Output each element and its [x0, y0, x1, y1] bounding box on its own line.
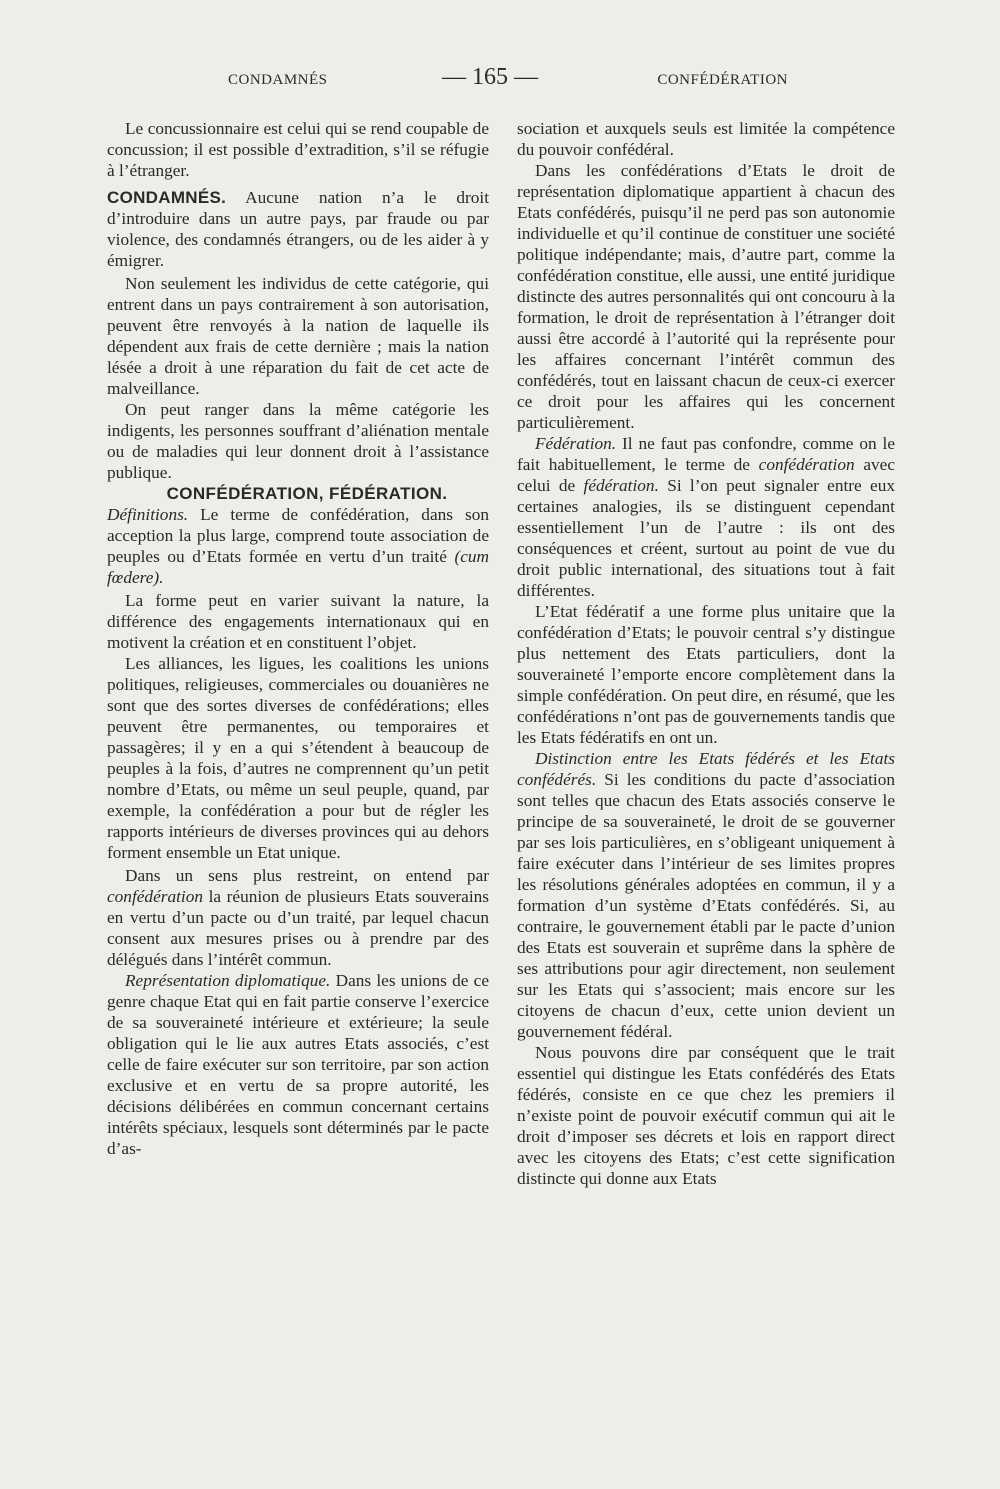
paragraph-text: Dans un sens plus restreint, on entend par — [125, 866, 489, 885]
paragraph: Les alliances, les ligues, les coalitions les unions politiques, religieuses, commerciales ou douanières ne sont que des sortes diverses de confédérations; elles peuvent être permanentes, ou temporaires et passagères; il y en a qui s’étendent à beaucoup de peuples à la fois, d’autres ne comprennent qu’un petit nombre d’Etats, ou même un seul peuple, quand, par exemple, la confédération a pour but de régler les rapports intérieurs de diverses provinces qui au dehors forment ensemble un Etat unique. — [107, 654, 489, 862]
running-header — [228, 64, 788, 98]
subheading: Fédération. — [535, 434, 617, 453]
paragraph: sociation et auxquels seuls est limitée la compétence du pouvoir confédéral. — [517, 119, 895, 159]
paragraph: Le concussionnaire est celui qui se rend coupable de concussion; il est possible d’extradition, s’il se réfugie à l’étranger. — [107, 119, 489, 180]
paragraph-text: Si l’on peut signaler entre eux certaines analogies, ils se distinguent cependant essentiellement l’un de l’autre : ils ont des conséquences et créent, surtout au point de vue du droit public international, des situations tout à fait différentes. — [517, 476, 895, 600]
italic-term: fédération. — [583, 476, 659, 495]
left-column — [107, 118, 489, 1159]
header-left-term: CONDAMNÉS — [228, 72, 328, 88]
paragraph — [517, 433, 895, 601]
paragraph: La forme peut en varier suivant la nature, la différence des engagements internationaux qui en motivent la création et en constituent l’objet. — [107, 591, 489, 652]
italic-term: confédération — [107, 887, 203, 906]
entry-heading: CONDAMNÉS. — [107, 188, 227, 207]
paragraph-text: la réunion de plusieurs Etats souverains en vertu d’un pacte ou d’un traité, par lequel chacun consent aux mesures prises ou à prendre par des délégués dans l’intérêt commun. — [107, 887, 489, 969]
paragraph: Dans les confédérations d’Etats le droit de représentation diplomatique appartient à chacun des Etats confédérés, puisqu’il ne perd pas son autonomie individuelle et qu’il continue de constituer une société politique indépendante; mais, d’autre part, comme la confédération constitue, elle aussi, une entité juridique distincte des autres personnalités qui ont concouru à la formation, le droit de représentation à l’étranger doit aussi être accordé à l’autorité qui la représente pour les affaires concernant l’intérêt commun des confédérés, tout en laissant chacun de ceux-ci exercer ce droit pour les affaires qui les concernent particulièrement. — [517, 161, 895, 432]
paragraph: L’Etat fédératif a une forme plus unitaire que la confédération d’Etats; le pouvoir central s’y distingue plus nettement des Etats particuliers, dont la souveraineté l’emporte encore complètement dans la simple confédération. On peut dire, en résumé, que les confédérations n’ont pas de gouvernements tandis que les Etats fédératifs en ont un. — [517, 602, 895, 747]
right-column — [517, 118, 895, 1189]
paragraph — [107, 865, 489, 970]
page-number: — 165 — — [442, 64, 538, 90]
italic-term: confédération — [758, 455, 855, 474]
paragraph-text: Dans les unions de ce genre chaque Etat qui en fait partie conserve l’exercice de sa souveraineté intérieure et extérieure; la seule obligation qui le lie aux autres Etats associés, c’est celle de faire exécuter sur son territoire, par son action exclusive et en vertu de sa propre autorité, les décisions délibérées en commun concernant certains intérêts spéciaux, lesquels sont déterminés par le pacte d’as- — [107, 971, 490, 1158]
entry-text: Aucune nation n’a le droit d’introduire dans un autre pays, par fraude ou par violence, des condamnés étrangers, ou de les aider à y émigrer. — [107, 188, 489, 270]
paragraph-text: Le terme de confédération, dans son acception la plus large, comprend toute association de peuples ou d’Etats formée en vertu d’un traité — [107, 505, 489, 566]
subheading: Distinction entre les Etats fédérés et les Etats confédérés. — [517, 749, 895, 789]
paragraph-text: Si les conditions du pacte d’association sont telles que chacun des Etats associés conserve le principe de sa souveraineté, le droit de se gouverner par ses lois particulières, en s’obligeant uniquement à faire exécuter dans l’intérieur de ses limites propres les résolutions générales adoptées en commun, il y a formation d’un système d’Etats confédérés. Si, au contraire, le gouvernement établi par le pacte d’union des Etats est souverain et suprême dans la sphère de ses attributions pour agir directement, non seulement sur les Etats qui s’associent; mais encore sur les citoyens de chacun d’eux, cette union devient un gouvernement fédéral. — [517, 770, 895, 1041]
paragraph — [517, 748, 895, 1042]
paragraph: Nous pouvons dire par conséquent que le trait essentiel qui distingue les Etats confédérés des Etats fédérés, consiste en ce que chez les premiers il n’existe point de pouvoir exécutif commun qui ait le droit d’imposer ses décrets et lois en rapport direct avec les citoyens des Etats; c’est cette signification distincte qui donne aux Etats — [517, 1043, 895, 1188]
paragraph: On peut ranger dans la même catégorie les indigents, les personnes souffrant d’aliénation mentale ou de maladies qui leur donnent droit à l’assistance publique. — [107, 400, 489, 482]
entry-condamnes — [107, 187, 489, 271]
paragraph — [107, 504, 489, 588]
paragraph-text: avec celui de — [517, 455, 895, 495]
paragraph — [107, 970, 489, 1159]
paragraph: Non seulement les individus de cette catégorie, qui entrent dans un pays contrairement à son autorisation, peuvent être renvoyés à la nation de laquelle ils dépendent aux frais de cette dernière ; mais la nation lésée a droit à une réparation du fait de cet acte de malveillance. — [107, 274, 489, 398]
section-title: CONFÉDÉRATION, FÉDÉRATION. — [166, 484, 448, 503]
subheading: Représentation diplomatique. — [125, 971, 331, 990]
subheading: Définitions. — [107, 505, 189, 524]
header-right-term: CONFÉDÉRATION — [657, 72, 788, 88]
paragraph-text: Il ne faut pas confondre, comme on le fait habituellement, le terme de — [517, 434, 895, 474]
latin-phrase: (cum fœdere). — [107, 547, 489, 587]
